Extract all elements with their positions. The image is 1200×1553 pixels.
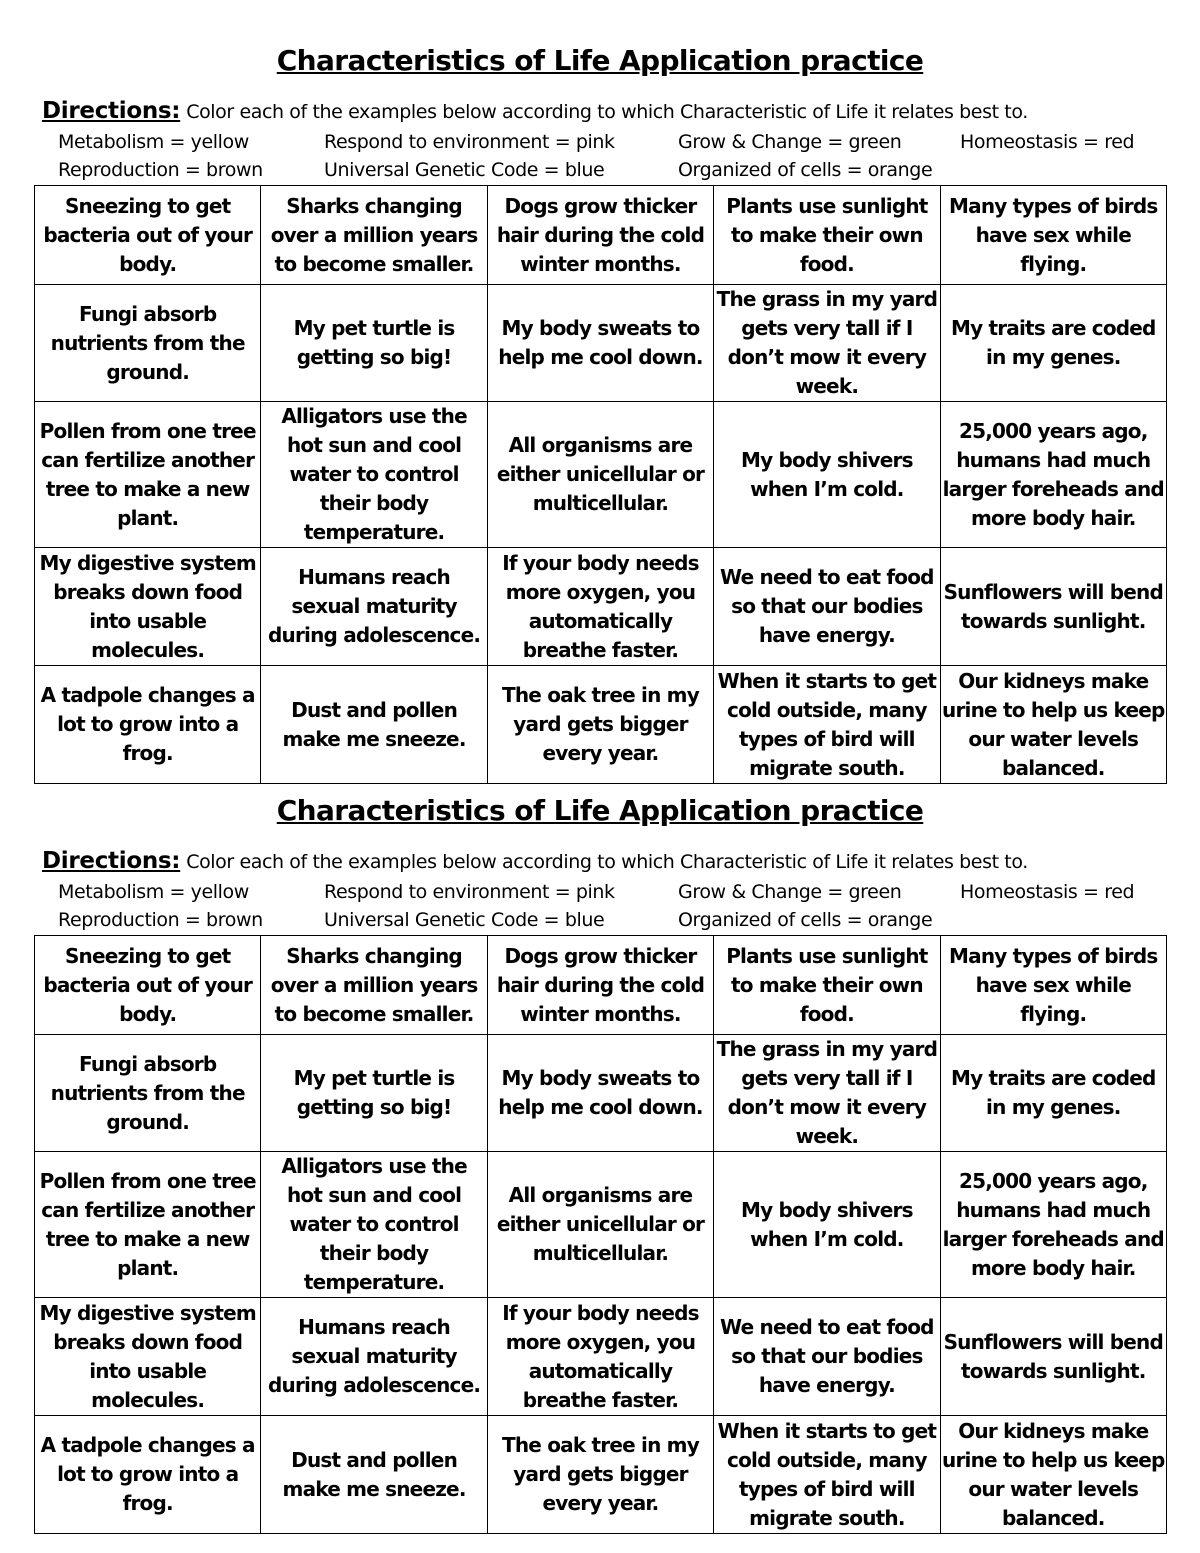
- grid-cell: My digestive system breaks down food into usable molecules.: [35, 1298, 261, 1416]
- key-cells: Organized of cells = orange: [678, 159, 933, 181]
- grid-cell: Sunflowers will bend towards sunlight.: [940, 1298, 1166, 1416]
- grid-cell: Alligators use the hot sun and cool water to control their body temperature.: [261, 402, 487, 548]
- grid-cell: If your body needs more oxygen, you automatically breathe faster.: [487, 548, 713, 666]
- grid-cell: If your body needs more oxygen, you automatically breathe faster.: [487, 1298, 713, 1416]
- directions-text: Color each of the examples below according to which Characteristic of Life it relates best to.: [186, 101, 1028, 123]
- key-reproduction: Reproduction = brown: [58, 159, 263, 181]
- grid-row: [35, 186, 1167, 285]
- directions-label: Directions:: [42, 98, 181, 124]
- grid-row: [35, 1298, 1167, 1416]
- examples-grid: [34, 185, 1167, 784]
- grid-cell: Plants use sunlight to make their own food.: [714, 936, 940, 1035]
- grid-cell: My pet turtle is getting so big!: [261, 285, 487, 402]
- grid-cell: Pollen from one tree can fertilize another tree to make a new plant.: [35, 402, 261, 548]
- grid-cell: Our kidneys make urine to help us keep our water levels balanced.: [940, 666, 1166, 784]
- grid-cell: Dust and pollen make me sneeze.: [261, 1416, 487, 1534]
- grid-cell: My traits are coded in my genes.: [940, 1035, 1166, 1152]
- grid-cell: Sunflowers will bend towards sunlight.: [940, 548, 1166, 666]
- grid-row: [35, 1152, 1167, 1298]
- grid-cell: Pollen from one tree can fertilize another tree to make a new plant.: [35, 1152, 261, 1298]
- grid-row: [35, 402, 1167, 548]
- key-genetic-code: Universal Genetic Code = blue: [324, 159, 605, 181]
- key-cells: Organized of cells = orange: [678, 909, 933, 931]
- grid-cell: Humans reach sexual maturity during adolescence.: [261, 548, 487, 666]
- grid-cell: Dogs grow thicker hair during the cold winter months.: [487, 936, 713, 1035]
- grid-cell: All organisms are either unicellular or multicellular.: [487, 1152, 713, 1298]
- grid-cell: Dust and pollen make me sneeze.: [261, 666, 487, 784]
- grid-cell: Many types of birds have sex while flying.: [940, 186, 1166, 285]
- grid-cell: We need to eat food so that our bodies have energy.: [714, 1298, 940, 1416]
- grid-row: [35, 548, 1167, 666]
- grid-cell: Fungi absorb nutrients from the ground.: [35, 285, 261, 402]
- grid-cell: The grass in my yard gets very tall if I don’t mow it every week.: [714, 285, 940, 402]
- key-metabolism: Metabolism = yellow: [58, 131, 249, 153]
- grid-cell: Dogs grow thicker hair during the cold winter months.: [487, 186, 713, 285]
- grid-row: [35, 1035, 1167, 1152]
- grid-row: [35, 666, 1167, 784]
- grid-cell: Sharks changing over a million years to become smaller.: [261, 936, 487, 1035]
- key-homeostasis: Homeostasis = red: [960, 881, 1135, 903]
- grid-row: [35, 936, 1167, 1035]
- grid-row: [35, 285, 1167, 402]
- page-title: Characteristics of Life Application practice: [276, 44, 924, 77]
- grid-cell: Plants use sunlight to make their own food.: [714, 186, 940, 285]
- examples-grid: [34, 935, 1167, 1534]
- grid-cell: A tadpole changes a lot to grow into a frog.: [35, 666, 261, 784]
- key-homeostasis: Homeostasis = red: [960, 131, 1135, 153]
- key-metabolism: Metabolism = yellow: [58, 881, 249, 903]
- grid-cell: My pet turtle is getting so big!: [261, 1035, 487, 1152]
- grid-cell: A tadpole changes a lot to grow into a frog.: [35, 1416, 261, 1534]
- grid-cell: Sharks changing over a million years to become smaller.: [261, 186, 487, 285]
- grid-cell: My body sweats to help me cool down.: [487, 1035, 713, 1152]
- grid-cell: 25,000 years ago, humans had much larger foreheads and more body hair.: [940, 1152, 1166, 1298]
- grid-cell: My digestive system breaks down food into usable molecules.: [35, 548, 261, 666]
- grid-cell: Many types of birds have sex while flying.: [940, 936, 1166, 1035]
- directions-label: Directions:: [42, 848, 181, 874]
- grid-cell: My body sweats to help me cool down.: [487, 285, 713, 402]
- directions: [42, 848, 1028, 874]
- grid-cell: The oak tree in my yard gets bigger every year.: [487, 666, 713, 784]
- grid-cell: Fungi absorb nutrients from the ground.: [35, 1035, 261, 1152]
- directions-text: Color each of the examples below according to which Characteristic of Life it relates best to.: [186, 851, 1028, 873]
- grid-cell: My traits are coded in my genes.: [940, 285, 1166, 402]
- directions: [42, 98, 1028, 124]
- grid-cell: My body shivers when I’m cold.: [714, 1152, 940, 1298]
- grid-cell: All organisms are either unicellular or multicellular.: [487, 402, 713, 548]
- key-respond: Respond to environment = pink: [324, 881, 615, 903]
- grid-cell: My body shivers when I’m cold.: [714, 402, 940, 548]
- key-grow: Grow & Change = green: [678, 881, 902, 903]
- grid-cell: Sneezing to get bacteria out of your body.: [35, 186, 261, 285]
- grid-cell: 25,000 years ago, humans had much larger foreheads and more body hair.: [940, 402, 1166, 548]
- grid-cell: Alligators use the hot sun and cool water to control their body temperature.: [261, 1152, 487, 1298]
- grid-cell: When it starts to get cold outside, many types of bird will migrate south.: [714, 666, 940, 784]
- key-genetic-code: Universal Genetic Code = blue: [324, 909, 605, 931]
- grid-cell: Sneezing to get bacteria out of your body.: [35, 936, 261, 1035]
- key-respond: Respond to environment = pink: [324, 131, 615, 153]
- key-reproduction: Reproduction = brown: [58, 909, 263, 931]
- grid-cell: The grass in my yard gets very tall if I don’t mow it every week.: [714, 1035, 940, 1152]
- grid-cell: Humans reach sexual maturity during adolescence.: [261, 1298, 487, 1416]
- grid-row: [35, 1416, 1167, 1534]
- grid-cell: Our kidneys make urine to help us keep our water levels balanced.: [940, 1416, 1166, 1534]
- page-title: Characteristics of Life Application practice: [276, 794, 924, 827]
- grid-cell: The oak tree in my yard gets bigger every year.: [487, 1416, 713, 1534]
- grid-cell: We need to eat food so that our bodies have energy.: [714, 548, 940, 666]
- key-grow: Grow & Change = green: [678, 131, 902, 153]
- grid-cell: When it starts to get cold outside, many types of bird will migrate south.: [714, 1416, 940, 1534]
